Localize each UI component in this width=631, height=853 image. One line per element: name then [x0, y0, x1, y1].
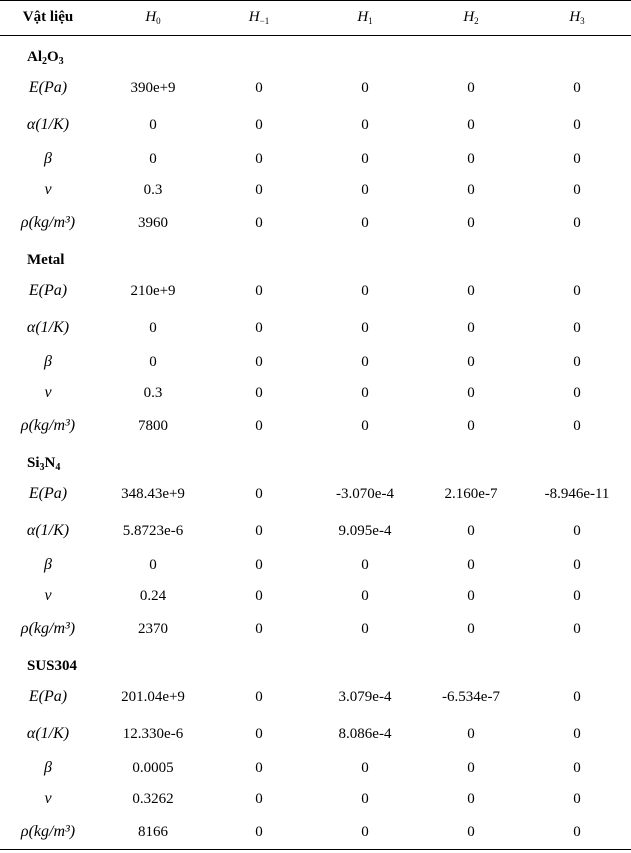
table-row [0, 682, 631, 712]
value-cell: 0 [573, 588, 581, 604]
value-cell: 0 [149, 117, 157, 133]
property-label: β [44, 759, 52, 776]
property-label: ρ(kg/m³) [20, 620, 76, 637]
value-cell: 0 [361, 117, 369, 133]
header-h1: $H_1$ [357, 9, 373, 26]
value-cell: 5.8723e-6 [122, 523, 184, 539]
table-row [0, 516, 631, 546]
property-label: α(1/K) [26, 319, 70, 336]
value-cell: 0 [255, 791, 263, 807]
table-row [0, 208, 631, 238]
value-cell: 0 [361, 621, 369, 637]
table-bottom-rule [0, 849, 631, 850]
header-h0: $H_0$ [145, 9, 161, 26]
property-label: ρ(kg/m³) [20, 214, 76, 231]
table-row [0, 784, 631, 814]
value-cell: 0.3 [143, 385, 163, 401]
property-label: E(Pa) [28, 282, 68, 299]
section-title: $Al_2O_3$ [27, 49, 64, 67]
section-title: SUS304 [27, 658, 78, 674]
value-cell: 0 [467, 418, 475, 434]
value-cell: 0 [467, 117, 475, 133]
value-cell: 0 [255, 117, 263, 133]
value-cell: 0 [467, 726, 475, 742]
value-cell: 0 [573, 418, 581, 434]
section-header [0, 42, 631, 72]
table-row [0, 479, 631, 509]
section-header [0, 245, 631, 275]
value-cell: 0 [361, 283, 369, 299]
value-cell: 0 [467, 283, 475, 299]
value-cell: 0 [149, 151, 157, 167]
table-row [0, 144, 631, 174]
value-cell: -8.946e-11 [544, 486, 610, 502]
value-cell: 0 [467, 182, 475, 198]
value-cell: 0 [573, 621, 581, 637]
value-cell: 0 [149, 557, 157, 573]
table-header-row [0, 2, 631, 32]
value-cell: 0 [361, 182, 369, 198]
table-row [0, 276, 631, 306]
value-cell: 0 [467, 523, 475, 539]
property-label: β [44, 556, 52, 573]
table-row [0, 581, 631, 611]
value-cell: 0.3262 [132, 791, 174, 807]
value-cell: 0 [255, 689, 263, 705]
header-bottom-rule [0, 35, 631, 36]
value-cell: 0 [467, 151, 475, 167]
value-cell: 201.04e+9 [121, 689, 185, 705]
value-cell: 2370 [138, 621, 168, 637]
value-cell: 0 [361, 760, 369, 776]
value-cell: 0 [255, 760, 263, 776]
value-cell: 0 [149, 320, 157, 336]
value-cell: -3.070e-4 [336, 486, 394, 502]
value-cell: 0 [573, 117, 581, 133]
header-h3: $H_3$ [569, 9, 585, 26]
value-cell: 0 [361, 80, 369, 96]
value-cell: 2.160e-7 [444, 486, 498, 502]
value-cell: 390e+9 [130, 80, 176, 96]
table-row [0, 110, 631, 140]
value-cell: 0 [467, 791, 475, 807]
value-cell: 0 [255, 320, 263, 336]
property-label: ρ(kg/m³) [20, 823, 76, 840]
value-cell: 0 [255, 824, 263, 840]
value-cell: 0 [255, 385, 263, 401]
property-label: α(1/K) [26, 522, 70, 539]
property-label: ν [44, 384, 52, 401]
value-cell: 0 [573, 80, 581, 96]
table-row [0, 753, 631, 783]
value-cell: 0 [467, 215, 475, 231]
value-cell: 0 [361, 418, 369, 434]
value-cell: 9.095e-4 [338, 523, 392, 539]
value-cell: 0 [573, 760, 581, 776]
value-cell: 0 [467, 385, 475, 401]
table-row [0, 175, 631, 205]
value-cell: 0 [255, 588, 263, 604]
value-cell: 0.3 [143, 182, 163, 198]
value-cell: 0 [255, 486, 263, 502]
value-cell: 0 [255, 80, 263, 96]
value-cell: 3.079e-4 [338, 689, 392, 705]
property-label: E(Pa) [28, 688, 68, 705]
value-cell: 12.330e-6 [122, 726, 184, 742]
value-cell: 0 [255, 151, 263, 167]
property-label: α(1/K) [26, 725, 70, 742]
value-cell: 0 [467, 824, 475, 840]
value-cell: 0 [361, 385, 369, 401]
section-header [0, 448, 631, 478]
value-cell: 348.43e+9 [121, 486, 185, 502]
table-row [0, 347, 631, 377]
value-cell: 0 [467, 320, 475, 336]
value-cell: 0 [255, 621, 263, 637]
value-cell: 0 [573, 824, 581, 840]
value-cell: 0 [361, 320, 369, 336]
value-cell: 0 [573, 151, 581, 167]
header-h-minus-1: $H_{-1}$ [248, 9, 270, 26]
property-label: ν [44, 587, 52, 604]
property-label: ν [44, 790, 52, 807]
property-label: α(1/K) [26, 116, 70, 133]
value-cell: 0 [573, 320, 581, 336]
value-cell: 0 [573, 557, 581, 573]
table-row [0, 817, 631, 847]
value-cell: 0 [573, 385, 581, 401]
header-material: Vật liệu [22, 9, 74, 25]
value-cell: 0 [255, 215, 263, 231]
value-cell: 0 [255, 283, 263, 299]
value-cell: 0 [573, 215, 581, 231]
table-row [0, 614, 631, 644]
value-cell: 0 [361, 557, 369, 573]
table-top-rule [0, 0, 631, 1]
table-row [0, 73, 631, 103]
value-cell: 0 [573, 791, 581, 807]
table-row [0, 313, 631, 343]
property-label: ρ(kg/m³) [20, 417, 76, 434]
value-cell: 0 [361, 791, 369, 807]
value-cell: 0 [573, 726, 581, 742]
value-cell: 0 [467, 621, 475, 637]
value-cell: 0 [255, 418, 263, 434]
property-label: E(Pa) [28, 79, 68, 96]
table-row [0, 411, 631, 441]
value-cell: 0 [573, 283, 581, 299]
property-label: β [44, 150, 52, 167]
value-cell: 0 [361, 215, 369, 231]
value-cell: 0 [255, 726, 263, 742]
value-cell: 0 [361, 151, 369, 167]
value-cell: 210e+9 [130, 283, 176, 299]
property-label: ν [44, 181, 52, 198]
value-cell: 0 [573, 523, 581, 539]
value-cell: 7800 [138, 418, 168, 434]
value-cell: 0 [573, 354, 581, 370]
value-cell: 0 [361, 588, 369, 604]
value-cell: 0 [255, 523, 263, 539]
value-cell: 0 [149, 354, 157, 370]
value-cell: 0 [255, 557, 263, 573]
value-cell: 0 [255, 354, 263, 370]
value-cell: 0 [361, 824, 369, 840]
value-cell: 0 [361, 354, 369, 370]
section-title: Metal [27, 252, 65, 268]
value-cell: 8166 [138, 824, 168, 840]
value-cell: 0 [467, 557, 475, 573]
value-cell: 8.086e-4 [338, 726, 392, 742]
value-cell: 0 [467, 80, 475, 96]
value-cell: 3960 [138, 215, 168, 231]
property-label: β [44, 353, 52, 370]
section-header [0, 651, 631, 681]
value-cell: 0.24 [139, 588, 167, 604]
value-cell: -6.534e-7 [442, 689, 500, 705]
table-row [0, 550, 631, 580]
property-label: E(Pa) [28, 485, 68, 502]
value-cell: 0 [573, 182, 581, 198]
section-title: $Si_3N_4$ [27, 455, 61, 473]
value-cell: 0 [467, 354, 475, 370]
value-cell: 0 [467, 588, 475, 604]
value-cell: 0.0005 [132, 760, 174, 776]
value-cell: 0 [467, 760, 475, 776]
table-row [0, 378, 631, 408]
header-h2: $H_2$ [463, 9, 479, 26]
value-cell: 0 [255, 182, 263, 198]
value-cell: 0 [573, 689, 581, 705]
table-row [0, 719, 631, 749]
